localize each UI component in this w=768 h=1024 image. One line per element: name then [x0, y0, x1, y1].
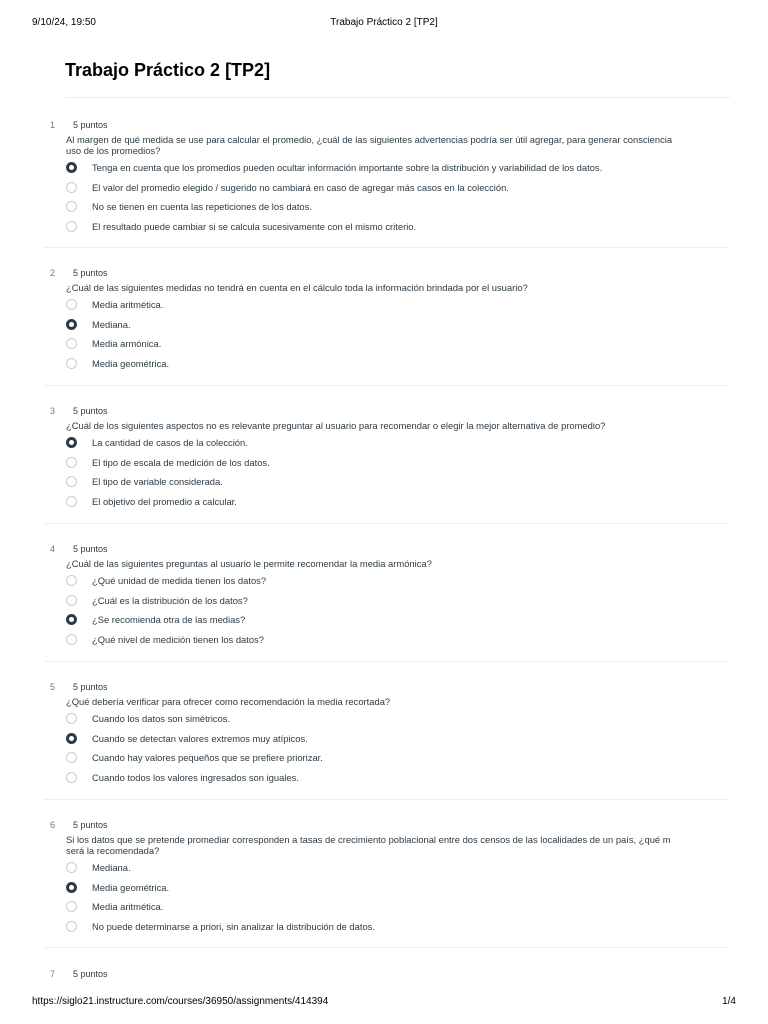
- question-text: [66, 558, 728, 569]
- answer-option-label: Cuando hay valores pequeños que se prefiere priorizar.: [92, 752, 323, 764]
- radio-empty-icon[interactable]: [66, 221, 77, 232]
- answer-option[interactable]: [66, 338, 728, 358]
- answer-option-label: ¿Se recomienda otra de las medias?: [92, 614, 246, 626]
- radio-empty-icon[interactable]: [66, 595, 77, 606]
- question-number: 3: [50, 406, 56, 416]
- question-number: 7: [50, 969, 56, 979]
- question-divider: [44, 247, 728, 248]
- print-title: Trabajo Práctico 2 [TP2]: [330, 17, 438, 28]
- answer-option-label: No se tienen en cuenta las repeticiones de los datos.: [92, 201, 312, 213]
- answer-option-label: Media armónica.: [92, 338, 162, 350]
- radio-empty-icon[interactable]: [66, 457, 77, 468]
- question-divider: [44, 523, 728, 524]
- answer-option[interactable]: [66, 221, 728, 241]
- answer-option-label: Cuando se detectan valores extremos muy atípicos.: [92, 732, 308, 744]
- radio-empty-icon[interactable]: [66, 772, 77, 783]
- print-date: 9/10/24, 19:50: [32, 17, 96, 28]
- title-divider: [65, 97, 730, 98]
- question-points: 5 puntos: [73, 268, 108, 278]
- answer-option-label: Mediana.: [92, 318, 131, 330]
- question-text: [66, 834, 728, 856]
- answer-option[interactable]: [66, 496, 728, 516]
- answer-options: [66, 862, 728, 940]
- radio-empty-icon[interactable]: [66, 182, 77, 193]
- question-text-line: ¿Qué debería verificar para ofrecer como recomendación la media recortada?: [66, 696, 391, 707]
- answer-option[interactable]: [66, 752, 728, 772]
- answer-option-label: El tipo de variable considerada.: [92, 476, 223, 488]
- radio-empty-icon[interactable]: [66, 496, 77, 507]
- radio-empty-icon[interactable]: [66, 921, 77, 932]
- answer-options: [66, 713, 728, 791]
- question-text-line: Si los datos que se pretende promediar corresponden a tasas de crecimiento poblacional entre dos censos de las localidades de un país, ¿qué m: [66, 834, 671, 845]
- answer-option-label: Media geométrica.: [92, 357, 170, 369]
- answer-option-label: El resultado puede cambiar si se calcula sucesivamente con el mismo criterio.: [92, 220, 417, 232]
- answer-option-label: El objetivo del promedio a calcular.: [92, 495, 237, 507]
- question-divider: [44, 385, 728, 386]
- radio-empty-icon[interactable]: [66, 299, 77, 310]
- answer-option[interactable]: [66, 614, 728, 634]
- question-text: [66, 134, 728, 156]
- question-divider: [44, 947, 728, 948]
- question-text-line: será la recomendada?: [66, 845, 160, 856]
- answer-option[interactable]: [66, 575, 728, 595]
- radio-empty-icon[interactable]: [66, 575, 77, 586]
- radio-selected-icon[interactable]: [66, 733, 77, 744]
- radio-empty-icon[interactable]: [66, 862, 77, 873]
- radio-empty-icon[interactable]: [66, 338, 77, 349]
- question-points: 5 puntos: [73, 820, 108, 830]
- radio-selected-icon[interactable]: [66, 882, 77, 893]
- question-number: 5: [50, 682, 56, 692]
- answer-option-label: El valor del promedio elegido / sugerido no cambiará en caso de agregar más casos en la colección.: [92, 181, 509, 193]
- radio-selected-icon[interactable]: [66, 162, 77, 173]
- question-text: [66, 696, 728, 707]
- question-points: 5 puntos: [73, 544, 108, 554]
- question-text-line: ¿Cuál de las siguientes preguntas al usuario le permite recomendar la media armónica?: [66, 558, 432, 569]
- page-number: 1/4: [722, 996, 736, 1007]
- question-text-line: ¿Cuál de las siguientes medidas no tendrá en cuenta en el cálculo toda la información brindada por el usuario?: [66, 282, 528, 293]
- question-points: 5 puntos: [73, 120, 108, 130]
- answer-options: [66, 437, 728, 515]
- answer-options: [66, 575, 728, 653]
- answer-option[interactable]: [66, 437, 728, 457]
- question-number: 4: [50, 544, 56, 554]
- radio-selected-icon[interactable]: [66, 437, 77, 448]
- radio-empty-icon[interactable]: [66, 901, 77, 912]
- answer-option-label: Tenga en cuenta que los promedios pueden ocultar información importante sobre la distribución y variabilidad de los datos.: [92, 162, 603, 173]
- answer-option[interactable]: [66, 901, 728, 921]
- answer-option[interactable]: [66, 713, 728, 733]
- question-number: 2: [50, 268, 56, 278]
- answer-option-label: El tipo de escala de medición de los datos.: [92, 456, 270, 468]
- question-text-line: uso de los promedios?: [66, 145, 161, 156]
- answer-option[interactable]: [66, 201, 728, 221]
- answer-option[interactable]: [66, 182, 728, 202]
- answer-option[interactable]: [66, 772, 728, 792]
- radio-empty-icon[interactable]: [66, 476, 77, 487]
- answer-option-label: Mediana.: [92, 862, 131, 873]
- answer-option-label: No puede determinarse a priori, sin analizar la distribución de datos.: [92, 920, 375, 932]
- answer-option-label: Cuando los datos son simétricos.: [92, 713, 231, 724]
- answer-option[interactable]: [66, 634, 728, 654]
- answer-option-label: ¿Cuál es la distribución de los datos?: [92, 594, 248, 606]
- print-footer: [32, 996, 736, 1008]
- question-text-line: Al margen de qué medida se use para calcular el promedio, ¿cuál de las siguientes advertencias podría ser útil agregar, para generar consciencia: [66, 134, 673, 145]
- answer-options: [66, 299, 728, 377]
- answer-option[interactable]: [66, 319, 728, 339]
- answer-option-label: Media aritmética.: [92, 901, 164, 913]
- radio-empty-icon[interactable]: [66, 713, 77, 724]
- print-header: [32, 17, 736, 31]
- print-url: https://siglo21.instructure.com/courses/36950/assignments/414394: [32, 996, 329, 1007]
- question-text: [66, 420, 728, 431]
- answer-option[interactable]: [66, 595, 728, 615]
- question-text: [66, 282, 728, 293]
- answer-option-label: ¿Qué nivel de medición tienen los datos?: [92, 633, 264, 645]
- answer-option-label: Media geométrica.: [92, 881, 170, 893]
- question-number: 1: [50, 120, 56, 130]
- question-number: 6: [50, 820, 56, 830]
- question-points: 5 puntos: [73, 682, 108, 692]
- answer-option[interactable]: [66, 733, 728, 753]
- radio-empty-icon[interactable]: [66, 752, 77, 763]
- question-divider: [44, 661, 728, 662]
- answer-option[interactable]: [66, 921, 728, 941]
- radio-empty-icon[interactable]: [66, 201, 77, 212]
- answer-option[interactable]: [66, 862, 728, 882]
- question-points: 5 puntos: [73, 969, 108, 979]
- radio-empty-icon[interactable]: [66, 634, 77, 645]
- answer-option[interactable]: [66, 476, 728, 496]
- page-title: Trabajo Práctico 2 [TP2]: [65, 60, 271, 80]
- answer-option[interactable]: [66, 299, 728, 319]
- answer-option-label: Media aritmética.: [92, 299, 164, 310]
- answer-option[interactable]: [66, 882, 728, 902]
- answer-option[interactable]: [66, 457, 728, 477]
- question-divider: [44, 799, 728, 800]
- answer-option-label: ¿Qué unidad de medida tienen los datos?: [92, 575, 267, 586]
- question-text-line: ¿Cuál de los siguientes aspectos no es relevante preguntar al usuario para recomendar o elegir la mejor alternativa de promedio?: [66, 420, 606, 431]
- radio-selected-icon[interactable]: [66, 319, 77, 330]
- radio-empty-icon[interactable]: [66, 358, 77, 369]
- answer-option-label: Cuando todos los valores ingresados son iguales.: [92, 771, 299, 783]
- radio-selected-icon[interactable]: [66, 614, 77, 625]
- answer-option[interactable]: [66, 162, 728, 182]
- question-points: 5 puntos: [73, 406, 108, 416]
- answer-option[interactable]: [66, 358, 728, 378]
- answer-option-label: La cantidad de casos de la colección.: [92, 437, 248, 448]
- answer-options: [66, 162, 728, 240]
